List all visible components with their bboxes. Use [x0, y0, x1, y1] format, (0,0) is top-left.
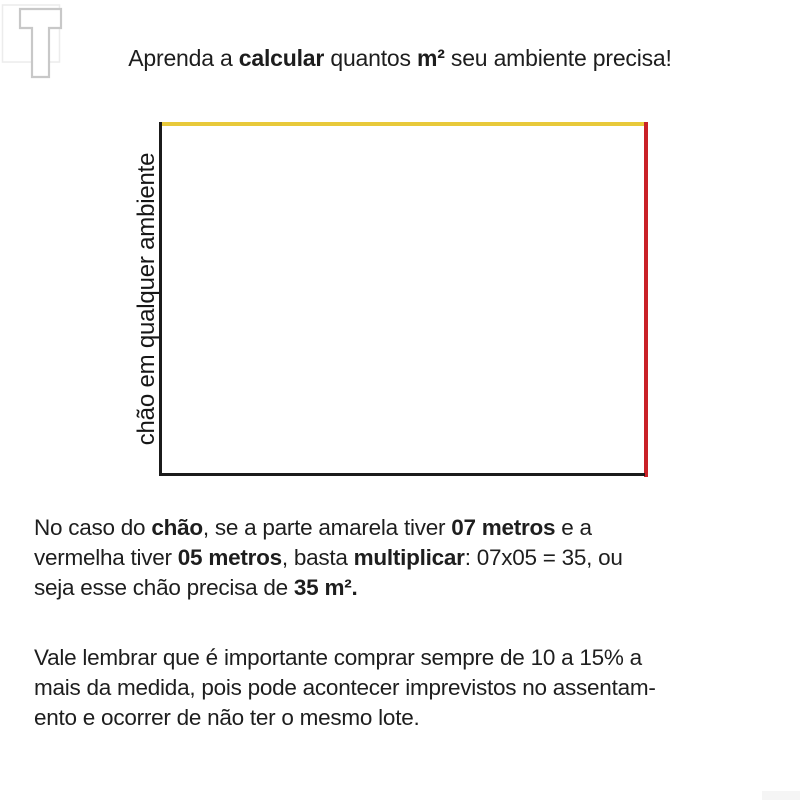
corner-watermark: [762, 791, 800, 800]
explanation-line-2: vermelha tiver 05 metros, basta multiplicar: 07x05 = 35, ou: [34, 545, 623, 570]
diagram-axis-label: chão em qualquer ambiente: [133, 152, 160, 446]
tip-paragraph: [34, 643, 774, 733]
title-text: Aprenda a: [128, 45, 239, 71]
page-title: Aprenda a calcular quantos m² seu ambiente precisa!: [128, 45, 672, 71]
tip-line-2: mais da medida, pois pode acontecer imprevistos no assentam-: [34, 675, 656, 700]
explanation-line-1: No caso do chão, se a parte amarela tiver 07 metros e a: [34, 515, 592, 540]
diagram-top-edge-yellow: [160, 122, 648, 126]
title-bold-m2: m²: [416, 45, 445, 71]
diagram-right-edge-red: [644, 122, 648, 477]
diagram-bottom-edge-black: [159, 473, 645, 476]
explanation-line-3: seja esse chão precisa de 35 m².: [34, 575, 358, 600]
title-bold-calcular: calcular: [238, 45, 325, 71]
tip-line-1: Vale lembrar que é importante comprar sempre de 10 a 15% a: [34, 645, 642, 670]
tip-line-3: ento e ocorrer de não ter o mesmo lote.: [34, 705, 420, 730]
explanation-paragraph: [34, 513, 774, 603]
